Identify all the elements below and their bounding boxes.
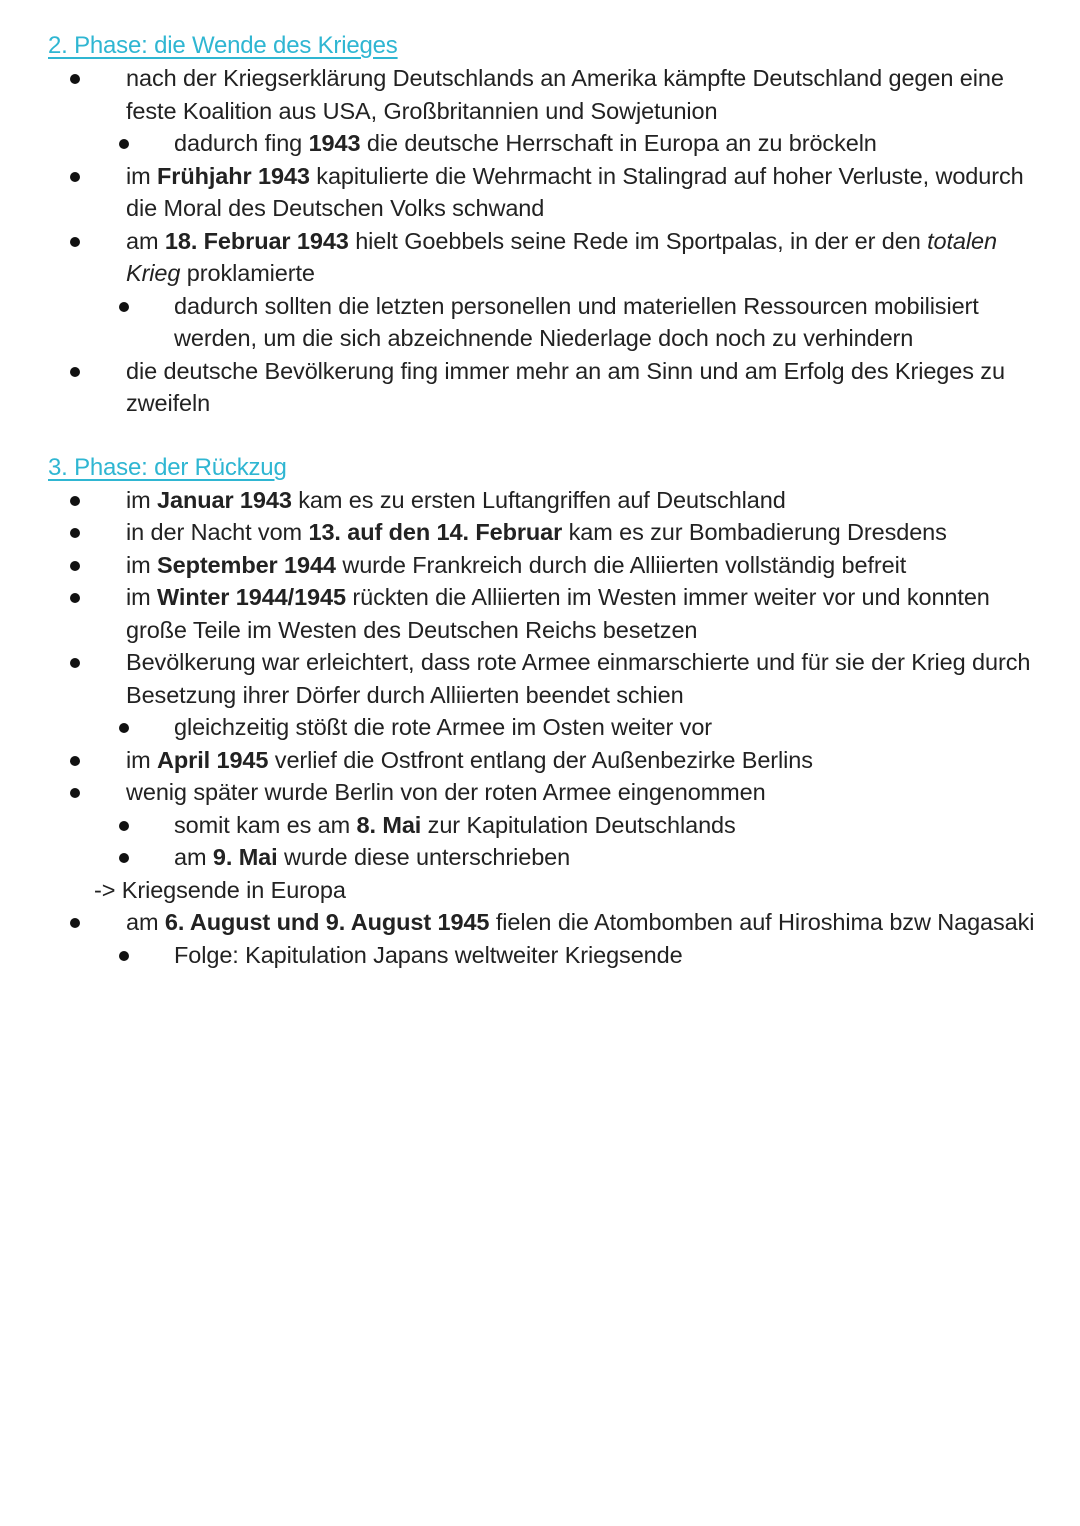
list-item: wenig später wurde Berlin von der roten Armee eingenommen xyxy=(48,776,1040,809)
bullet-list xyxy=(48,906,1040,971)
arrow-note: -> Kriegsende in Europa xyxy=(94,876,346,903)
list-item: im April 1945 verlief die Ostfront entlang der Außenbezirke Berlins xyxy=(48,744,1040,777)
list-item: im Winter 1944/1945 rückten die Alliierten im Westen immer weiter vor und konnten große Teile im Westen des Deutschen Reichs besetzen xyxy=(48,581,1040,646)
section-phase-2 xyxy=(48,30,1040,420)
list-subitem: dadurch sollten die letzten personellen und materiellen Ressourcen mobilisiert werden, um die sich abzeichnende Niederlage doch noch zu verhindern xyxy=(48,290,1040,355)
list-item: im Januar 1943 kam es zu ersten Luftangriffen auf Deutschland xyxy=(48,484,1040,517)
list-item: am 18. Februar 1943 hielt Goebbels seine Rede im Sportpalas, in der er den totalen Krieg proklamierte xyxy=(48,225,1040,290)
list-subitem: Folge: Kapitulation Japans weltweiter Kriegsende xyxy=(48,939,1040,972)
list-subitem: dadurch fing 1943 die deutsche Herrschaft in Europa an zu bröckeln xyxy=(48,127,1040,160)
list-subitem: gleichzeitig stößt die rote Armee im Osten weiter vor xyxy=(48,711,1040,744)
list-item: Bevölkerung war erleichtert, dass rote Armee einmarschierte und für sie der Krieg durch Besetzung ihrer Dörfer durch Alliierten beendet schien xyxy=(48,646,1040,711)
list-subitem: somit kam es am 8. Mai zur Kapitulation Deutschlands xyxy=(48,809,1040,842)
list-item: nach der Kriegserklärung Deutschlands an Amerika kämpfte Deutschland gegen eine feste Koalition aus USA, Großbritannien und Sowjetunion xyxy=(48,62,1040,127)
list-item: im September 1944 wurde Frankreich durch die Alliierten vollständig befreit xyxy=(48,549,1040,582)
list-subitem: am 9. Mai wurde diese unterschrieben xyxy=(48,841,1040,874)
section-heading: 3. Phase: der Rückzug xyxy=(48,453,287,481)
list-item: im Frühjahr 1943 kapitulierte die Wehrmacht in Stalingrad auf hoher Verluste, wodurch die Moral des Deutschen Volks schwand xyxy=(48,160,1040,225)
list-item: in der Nacht vom 13. auf den 14. Februar kam es zur Bombadierung Dresdens xyxy=(48,516,1040,549)
bullet-list xyxy=(48,62,1040,420)
list-item: die deutsche Bevölkerung fing immer mehr an am Sinn und am Erfolg des Krieges zu zweifeln xyxy=(48,355,1040,420)
section-phase-3 xyxy=(48,452,1040,972)
list-item: am 6. August und 9. August 1945 fielen die Atombomben auf Hiroshima bzw Nagasaki xyxy=(48,906,1040,939)
bullet-list xyxy=(48,484,1040,874)
section-heading: 2. Phase: die Wende des Krieges xyxy=(48,32,398,59)
